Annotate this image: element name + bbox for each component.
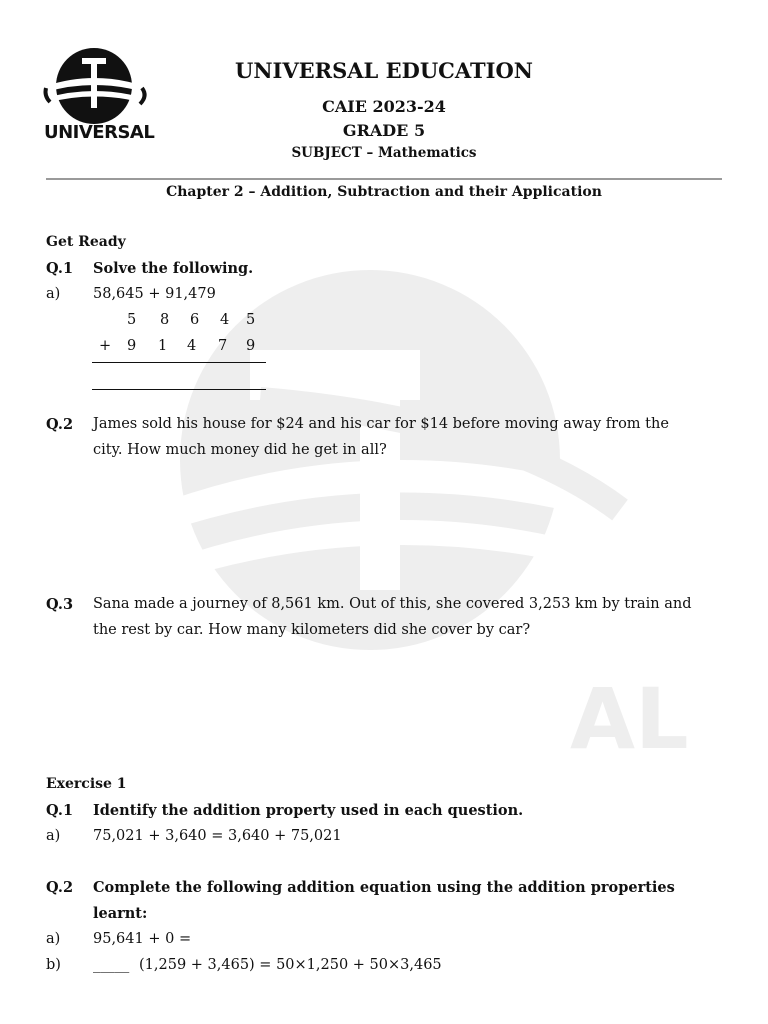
digit: 8 <box>160 312 170 328</box>
part-label: a) <box>46 931 61 947</box>
page-title: UNIVERSAL EDUCATION <box>235 58 533 83</box>
question-text-line: Sana made a journey of 8,561 km. Out of this, she covered 3,253 km by train and <box>93 596 692 612</box>
part-text: (1,259 + 3,465) = 50×1,250 + 50×3,465 <box>139 957 442 973</box>
plus-sign: + <box>99 338 112 354</box>
question-number: Q.1 <box>46 802 74 819</box>
question-text: Identify the addition property used in each question. <box>93 802 524 819</box>
digit: 4 <box>220 312 230 328</box>
section-heading-get-ready: Get Ready <box>46 234 126 250</box>
question-text-line: city. How much money did he get in all? <box>93 442 387 458</box>
question-number: Q.2 <box>46 879 74 896</box>
digit: 6 <box>190 312 200 328</box>
universal-watermark-logo <box>170 270 689 770</box>
digit: 9 <box>246 338 256 354</box>
digit: 9 <box>127 338 137 354</box>
session-label: CAIE 2023-24 <box>322 97 446 116</box>
digit: 5 <box>246 312 256 328</box>
question-text-line: the rest by car. How many kilometers did she cover by car? <box>93 622 531 638</box>
digit: 7 <box>218 338 228 354</box>
part-text: 75,021 + 3,640 = 3,640 + 75,021 <box>93 828 342 844</box>
part-label: a) <box>46 828 61 844</box>
part-label: b) <box>46 957 61 973</box>
part-label: a) <box>46 286 61 302</box>
header-divider <box>46 178 722 180</box>
sum-line-bottom <box>92 389 266 390</box>
question-number: Q.2 <box>46 416 74 433</box>
question-text-line: Complete the following addition equation using the addition properties <box>93 879 675 896</box>
part-text: 58,645 + 91,479 <box>93 286 216 302</box>
chapter-title: Chapter 2 – Addition, Subtraction and their Application <box>166 184 602 200</box>
question-number: Q.3 <box>46 596 74 613</box>
question-number: Q.1 <box>46 260 74 277</box>
digit: 5 <box>127 312 137 328</box>
answer-blank[interactable]: _____ <box>93 957 130 973</box>
logo-wordmark: UNIVERSAL <box>44 122 155 143</box>
question-text-line: James sold his house for $24 and his car for $14 before moving away from the <box>93 416 669 432</box>
grade-label: GRADE 5 <box>342 121 426 140</box>
part-text: 95,641 + 0 = <box>93 931 192 947</box>
subject-label: SUBJECT – Mathematics <box>291 145 477 161</box>
digit: 1 <box>158 338 168 354</box>
section-heading-exercise-1: Exercise 1 <box>46 776 127 792</box>
digit: 4 <box>187 338 197 354</box>
question-text-line: learnt: <box>93 905 148 922</box>
watermark-text: AL <box>570 670 689 768</box>
sum-line-top <box>92 362 266 363</box>
question-text: Solve the following. <box>93 260 254 277</box>
